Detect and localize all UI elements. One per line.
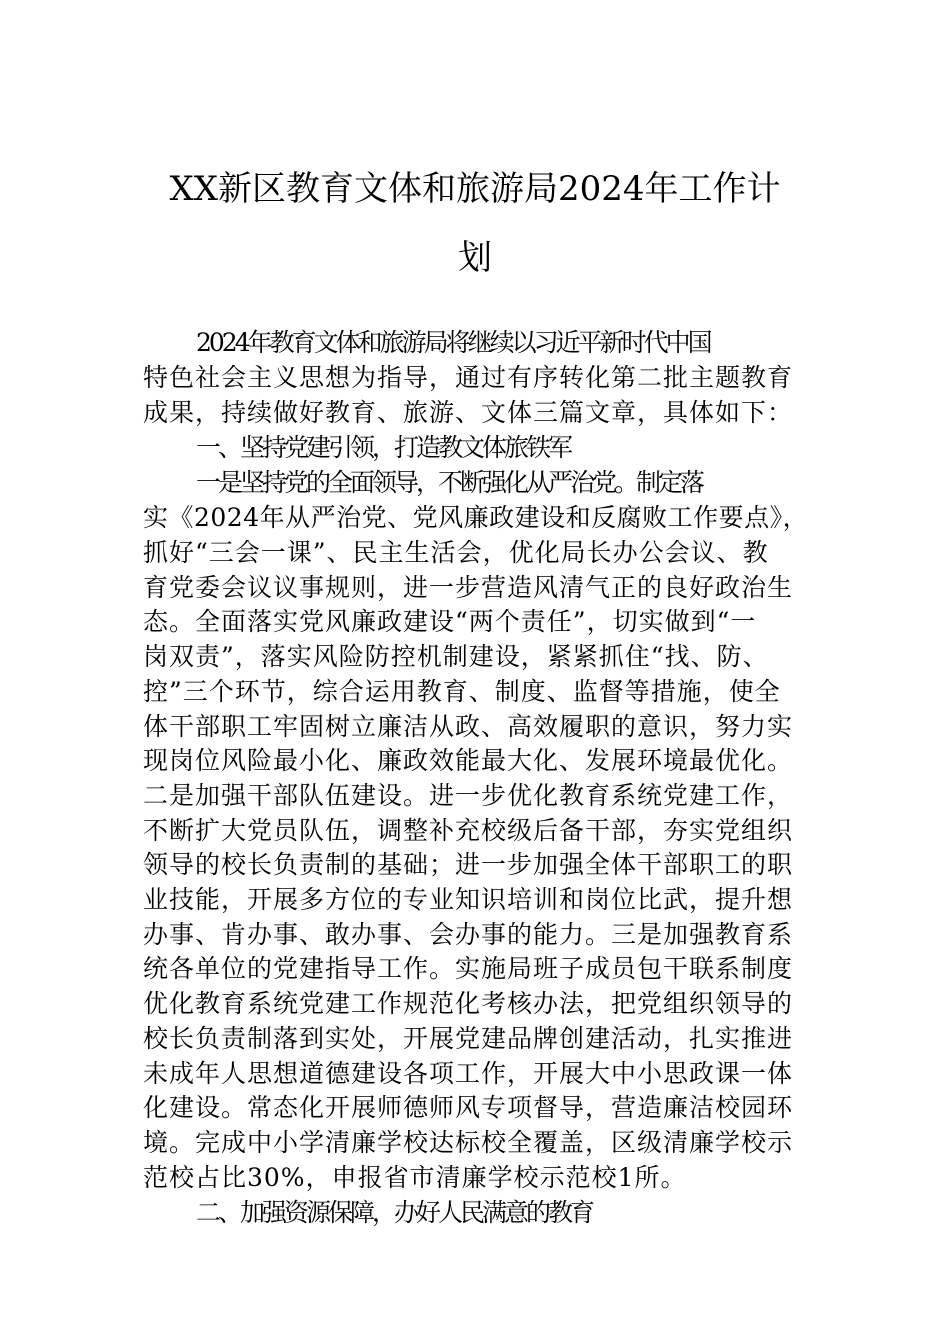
paragraph-line: 抓好“三会一课”、民主生活会，优化局长办公会议、教	[143, 538, 769, 567]
paragraph-line: 境。完成中小学清廉学校达标校全覆盖，区级清廉学校示	[143, 1128, 794, 1157]
section-heading: 二、加强资源保障，办好人民满意的教育	[196, 1198, 593, 1227]
paragraph-line: 范校占比30%，申报省市清廉学校示范校1所。	[143, 1163, 687, 1192]
paragraph-line: 一是坚持党的全面领导，不断强化从严治党。制定落	[196, 468, 703, 497]
paragraph-line: 未成年人思想道德建设各项工作，开展大中小思政课一体	[143, 1059, 794, 1088]
document-title-line-1: XX新区教育文体和旅游局2024年工作计	[169, 169, 781, 209]
paragraph-line: 成果，持续做好教育、旅游、文体三篇文章，具体如下：	[143, 398, 794, 427]
paragraph-line: 2024年教育文体和旅游局将继续以习近平新时代中国	[196, 328, 710, 357]
paragraph-line: 育党委会议议事规则，进一步营造风清气正的良好政治生	[143, 573, 794, 602]
section-heading: 一、坚持党建引领，打造教文体旅铁军	[196, 433, 571, 462]
paragraph-line: 控”三个环节，综合运用教育、制度、监督等措施，使全	[143, 677, 781, 706]
paragraph-line: 优化教育系统党建工作规范化考核办法，把党组织领导的	[143, 989, 794, 1018]
paragraph-line: 态。全面落实党风廉政建设“两个责任”，切实做到“一	[143, 607, 757, 636]
paragraph-line: 化建设。常态化开展师德师风专项督导，营造廉洁校园环	[143, 1093, 794, 1122]
paragraph-line: 业技能，开展多方位的专业知识培训和岗位比武，提升想	[143, 885, 794, 914]
paragraph-line: 岗双责”，落实风险防控机制建设，紧紧抓住“找、防、	[143, 642, 769, 671]
paragraph-line: 实《2024年从严治党、党风廉政建设和反腐败工作要点》，	[143, 503, 809, 532]
paragraph-line: 体干部职工牢固树立廉洁从政、高效履职的意识，努力实	[143, 712, 794, 741]
paragraph-line: 办事、肯办事、敢办事、会办事的能力。三是加强教育系	[143, 920, 794, 949]
paragraph-line: 现岗位风险最小化、廉政效能最大化、发展环境最优化。	[143, 746, 794, 775]
document-title-line-2: 划	[458, 238, 492, 278]
paragraph-line: 特色社会主义思想为指导，通过有序转化第二批主题教育	[143, 363, 794, 392]
paragraph-line: 领导的校长负责制的基础；进一步加强全体干部职工的职	[143, 850, 794, 879]
paragraph-line: 统各单位的党建指导工作。实施局班子成员包干联系制度	[143, 954, 794, 983]
paragraph-line: 校长负责制落到实处，开展党建品牌创建活动，扎实推进	[143, 1024, 794, 1053]
paragraph-line: 二是加强干部队伍建设。进一步优化教育系统党建工作，	[143, 781, 794, 810]
paragraph-line: 不断扩大党员队伍，调整补充校级后备干部，夯实党组织	[143, 816, 794, 845]
